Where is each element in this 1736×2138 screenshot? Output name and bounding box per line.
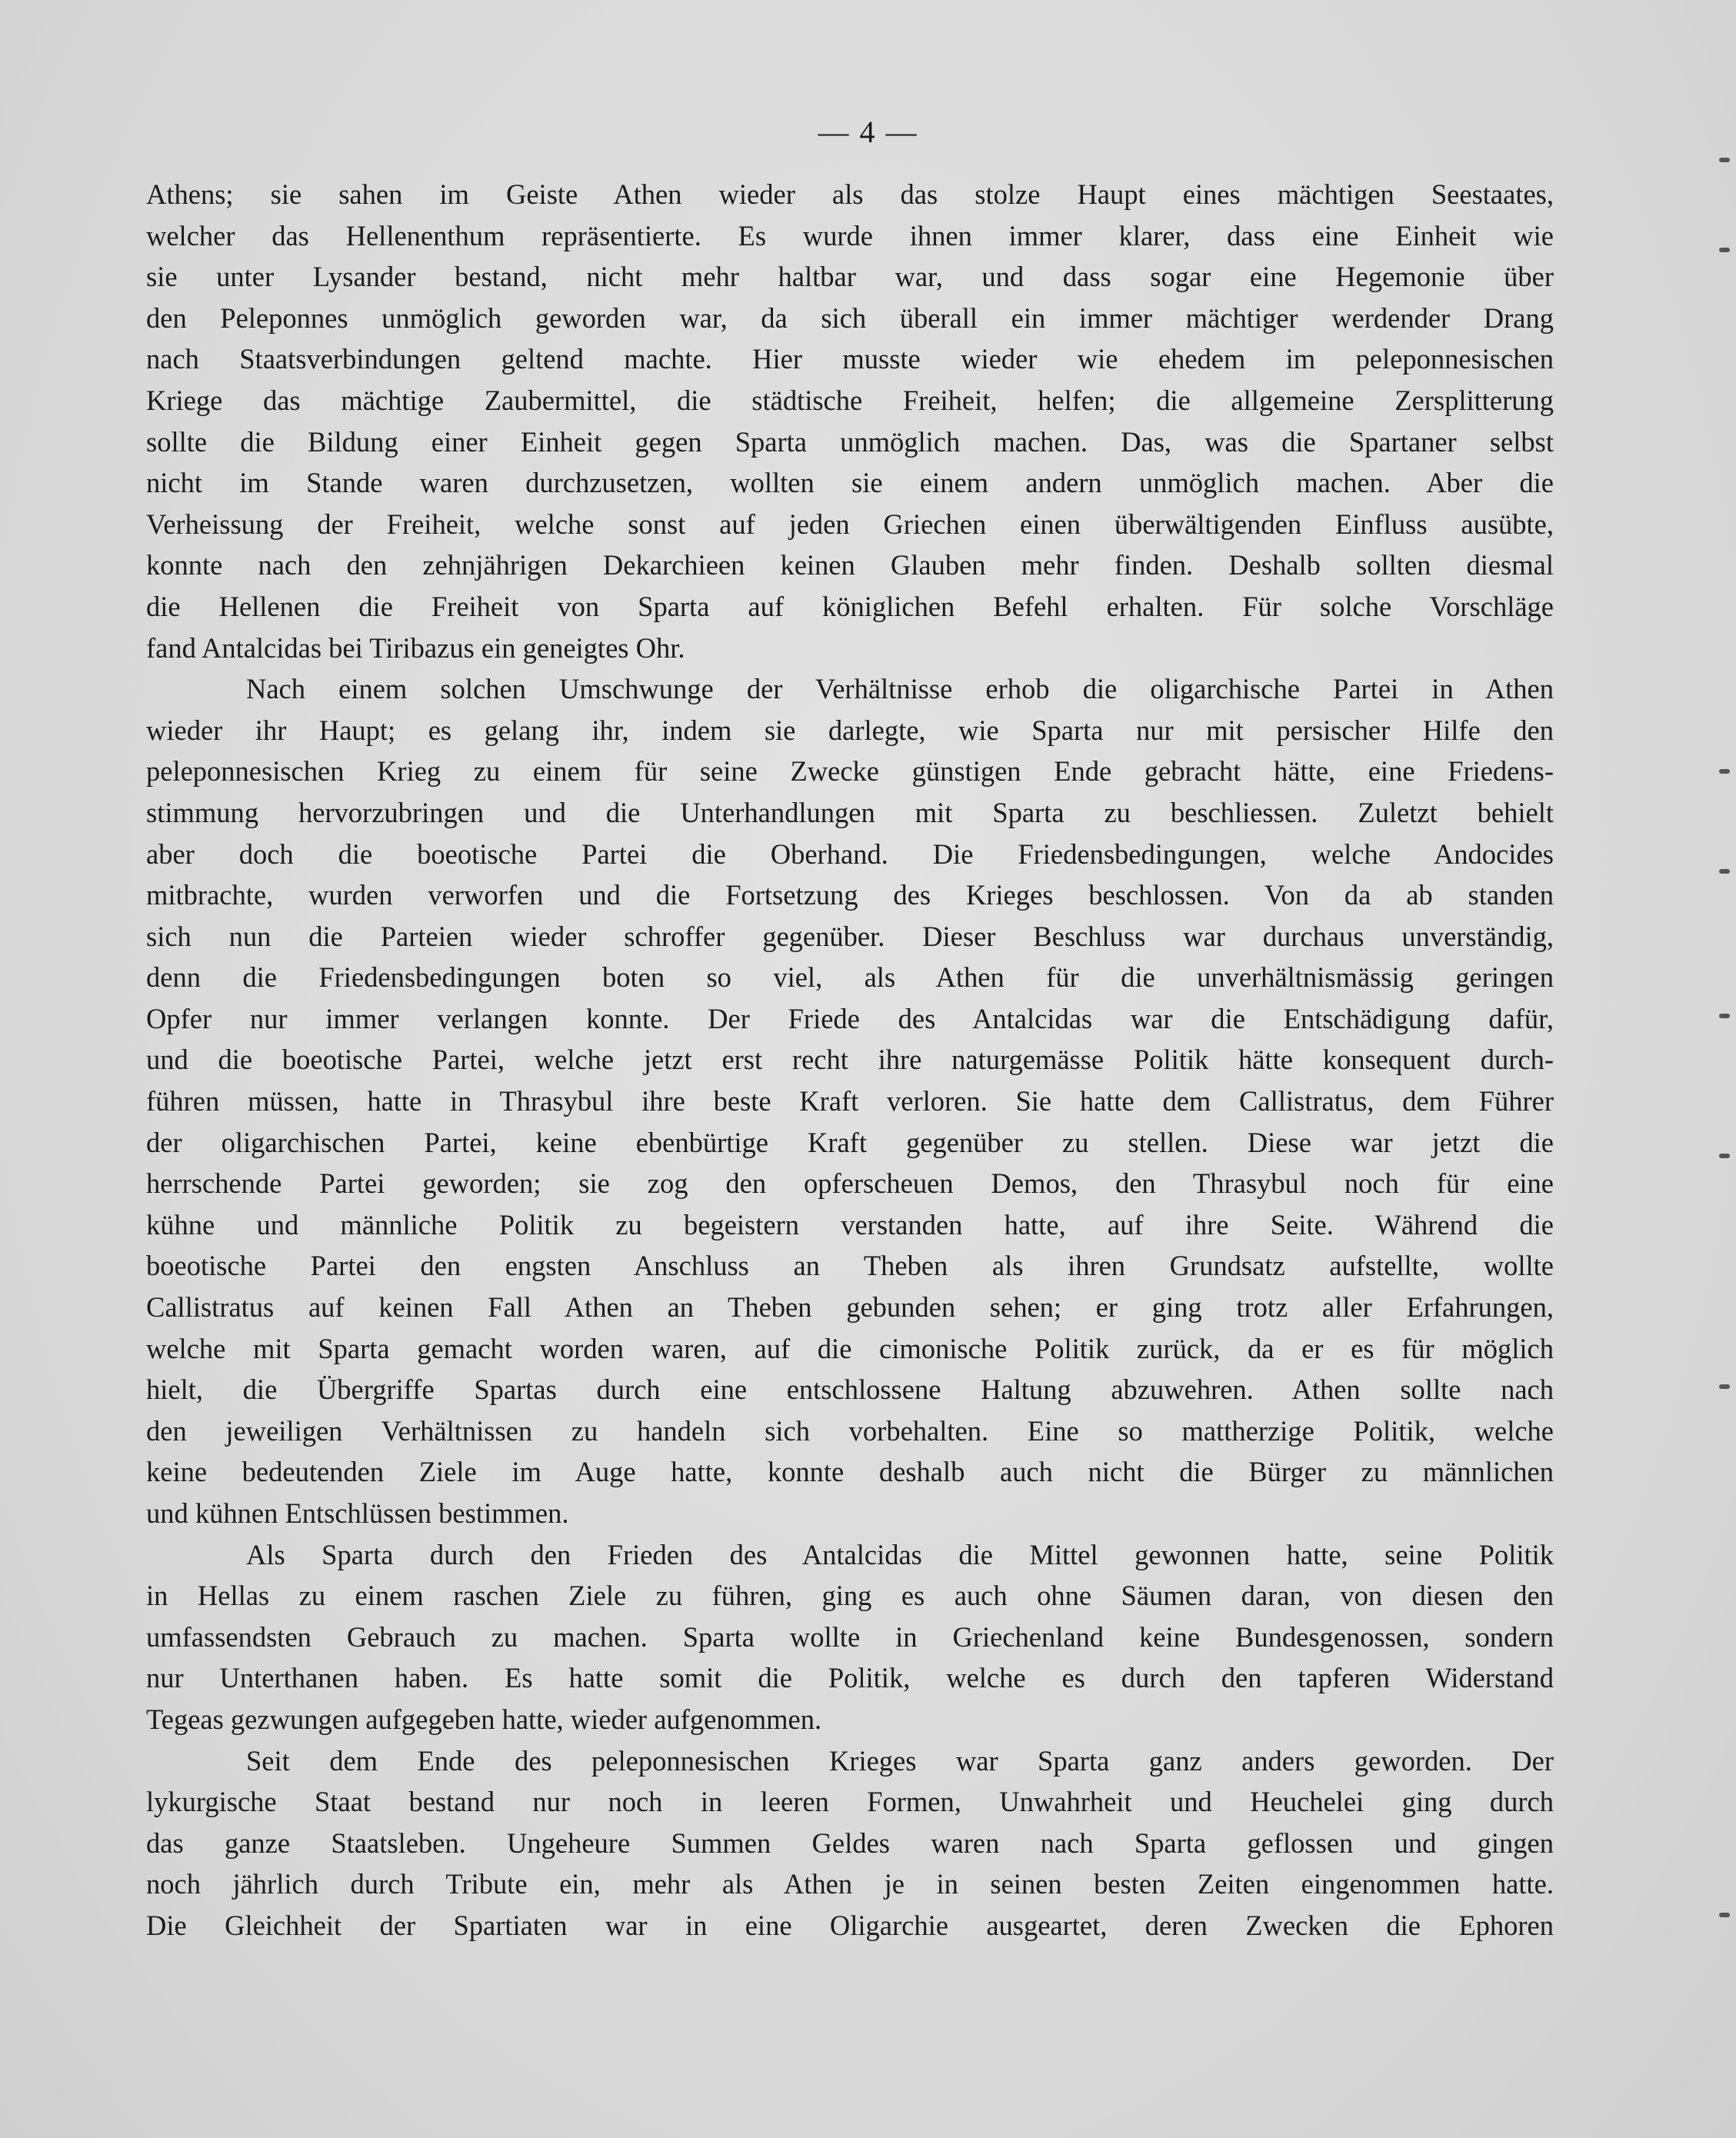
text-line: stimmung hervorzubringen und die Unterhandlungen mit Sparta zu beschliessen. Zuletzt behielt — [146, 796, 1554, 828]
text-line: welcher das Hellenenthum repräsentierte. Es wurde ihnen immer klarer, dass eine Einheit wie — [146, 219, 1554, 251]
text-line: sollte die Bildung einer Einheit gegen Sparta unmöglich machen. Das, was die Spartaner selbst — [146, 425, 1554, 458]
text-line: aber doch die boeotische Partei die Oberhand. Die Friedensbedingungen, welche Andocides — [146, 838, 1554, 870]
text-line: boeotische Partei den engsten Anschluss an Theben als ihren Grundsatz aufstellte, wollte — [146, 1250, 1554, 1282]
text-line: kühne und männliche Politik zu begeistern verstanden hatte, auf ihre Seite. Während die — [146, 1208, 1554, 1241]
text-line: welche mit Sparta gemacht worden waren, auf die cimonische Politik zurück, da er es für möglich — [146, 1332, 1554, 1364]
scan-speck — [1719, 158, 1730, 162]
text-line: Opfer nur immer verlangen konnte. Der Friede des Antalcidas war die Entschädigung dafür, — [146, 1002, 1554, 1034]
scan-speck — [1719, 1154, 1730, 1158]
text-line: umfassendsten Gebrauch zu machen. Sparta wollte in Griechenland keine Bundesgenossen, sondern — [146, 1620, 1554, 1653]
text-line: in Hellas zu einem raschen Ziele zu führen, ging es auch ohne Säumen daran, von diesen den — [146, 1580, 1554, 1612]
body-text — [146, 174, 1554, 1947]
text-line: Als Sparta durch den Frieden des Antalcidas die Mittel gewonnen hatte, seine Politik — [246, 1538, 1554, 1570]
text-line: noch jährlich durch Tribute ein, mehr als Athen je in seinen besten Zeiten eingenommen hatte. — [146, 1868, 1554, 1900]
text-line: fand Antalcidas bei Tiribazus ein geneigtes Ohr. — [146, 631, 685, 664]
scan-speck — [1719, 769, 1730, 774]
text-line: hielt, die Übergriffe Spartas durch eine entschlossene Haltung abzuwehren. Athen sollte nach — [146, 1374, 1554, 1406]
scan-speck — [1719, 1014, 1730, 1018]
text-line: Die Gleichheit der Spartiaten war in eine Oligarchie ausgeartet, deren Zwecken die Ephoren — [146, 1909, 1554, 1941]
text-line: Seit dem Ende des peleponnesischen Krieges war Sparta ganz anders geworden. Der — [246, 1744, 1554, 1777]
text-line: Athens; sie sahen im Geiste Athen wieder als das stolze Haupt eines mächtigen Seestaates, — [146, 178, 1554, 210]
paragraph-2 — [146, 668, 1554, 1534]
text-line: und die boeotische Partei, welche jetzt erst recht ihre naturgemässe Politik hätte konsequent durch- — [146, 1044, 1554, 1076]
text-line: nur Unterthanen haben. Es hatte somit die Politik, welche es durch den tapferen Widerstand — [146, 1662, 1554, 1694]
text-line: lykurgische Staat bestand nur noch in leeren Formen, Unwahrheit und Heuchelei ging durch — [146, 1786, 1554, 1818]
text-line: Callistratus auf keinen Fall Athen an Theben gebunden sehen; er ging trotz aller Erfahrungen, — [146, 1291, 1554, 1324]
text-line: das ganze Staatsleben. Ungeheure Summen Geldes waren nach Sparta geflossen und gingen — [146, 1827, 1554, 1859]
text-line: Nach einem solchen Umschwunge der Verhältnisse erhob die oligarchische Partei in Athen — [246, 673, 1554, 705]
text-line: Kriege das mächtige Zaubermittel, die städtische Freiheit, helfen; die allgemeine Zersplitterung — [146, 384, 1554, 416]
scan-speck — [1719, 869, 1730, 874]
text-line: und kühnen Entschlüssen bestimmen. — [146, 1497, 569, 1529]
scan-speck — [1719, 1384, 1730, 1389]
text-line: die Hellenen die Freiheit von Sparta auf königlichen Befehl erhalten. Für solche Vorschläge — [146, 590, 1554, 622]
text-line: den jeweiligen Verhältnissen zu handeln sich vorbehalten. Eine so mattherzige Politik, welche — [146, 1414, 1554, 1447]
text-line: sie unter Lysander bestand, nicht mehr haltbar war, und dass sogar eine Hegemonie über — [146, 261, 1554, 293]
text-line: der oligarchischen Partei, keine ebenbürtige Kraft gegenüber zu stellen. Diese war jetzt die — [146, 1126, 1554, 1158]
text-line: Tegeas gezwungen aufgegeben hatte, wieder aufgenommen. — [146, 1703, 822, 1735]
text-line: führen müssen, hatte in Thrasybul ihre beste Kraft verloren. Sie hatte dem Callistratus, dem Führer — [146, 1085, 1554, 1117]
text-line: wieder ihr Haupt; es gelang ihr, indem sie darlegte, wie Sparta nur mit persischer Hilfe den — [146, 714, 1554, 746]
text-line: peleponnesischen Krieg zu einem für seine Zwecke günstigen Ende gebracht hätte, eine Friedens- — [146, 755, 1554, 788]
paragraph-4 — [146, 1740, 1554, 1947]
text-line: konnte nach den zehnjährigen Dekarchieen keinen Glauben mehr finden. Deshalb sollten diesmal — [146, 549, 1554, 581]
text-line: keine bedeutenden Ziele im Auge hatte, konnte deshalb auch nicht die Bürger zu männlichen — [146, 1456, 1554, 1488]
text-line: mitbrachte, wurden verworfen und die Fortsetzung des Krieges beschlossen. Von da ab standen — [146, 879, 1554, 911]
text-line: sich nun die Parteien wieder schroffer gegenüber. Dieser Beschluss war durchaus unverständig, — [146, 920, 1554, 952]
scan-speck — [1719, 248, 1730, 252]
text-line: Verheissung der Freiheit, welche sonst auf jeden Griechen einen überwältigenden Einfluss ausübte, — [146, 508, 1554, 540]
paragraph-1 — [146, 174, 1554, 668]
text-line: nicht im Stande waren durchzusetzen, wollten sie einem andern unmöglich machen. Aber die — [146, 467, 1554, 499]
paragraph-3 — [146, 1534, 1554, 1740]
text-line: nach Staatsverbindungen geltend machte. Hier musste wieder wie ehedem im peleponnesischen — [146, 343, 1554, 375]
page-number: — 4 — — [818, 115, 918, 149]
scan-speck — [1719, 1913, 1730, 1917]
text-line: herrschende Partei geworden; sie zog den opferscheuen Demos, den Thrasybul noch für eine — [146, 1167, 1554, 1200]
text-line: denn die Friedensbedingungen boten so viel, als Athen für die unverhältnismässig geringen — [146, 961, 1554, 994]
text-line: den Peleponnes unmöglich geworden war, da sich überall ein immer mächtiger werdender Drang — [146, 301, 1554, 334]
